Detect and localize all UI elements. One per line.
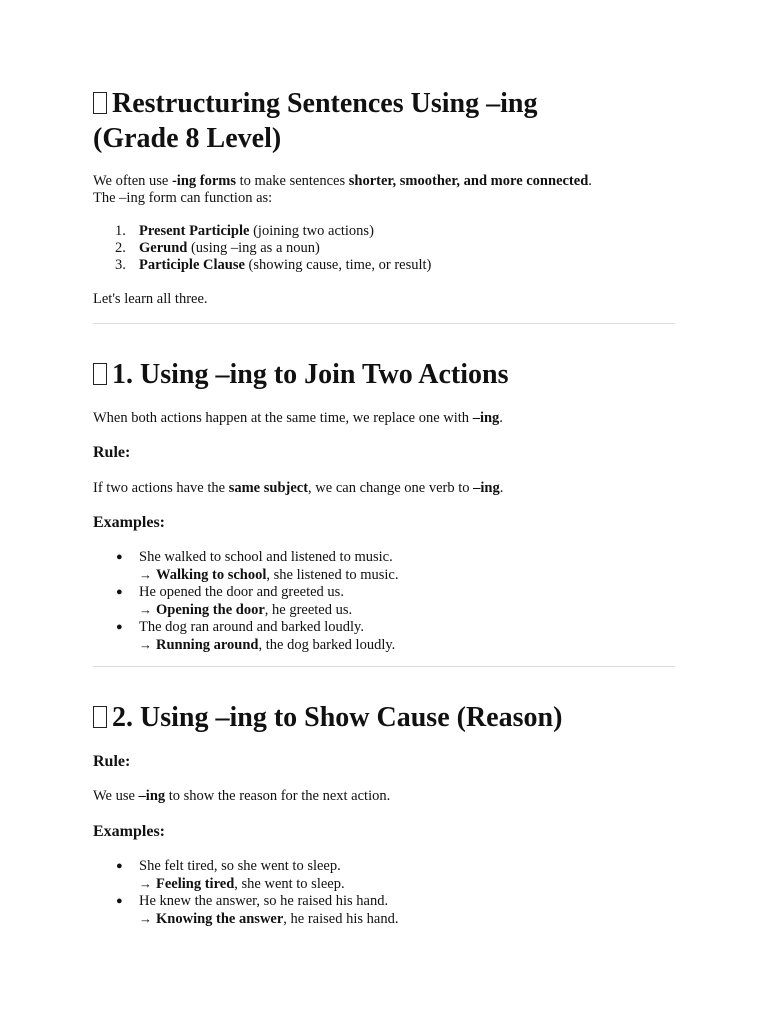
- section-2-rule: We use –ing to show the reason for the next action.: [93, 788, 391, 804]
- list-item: ● She felt tired, so she went to sleep. → Feeling tired, she went to sleep.: [116, 858, 345, 892]
- missing-glyph-icon: [93, 706, 107, 728]
- functions-list: [93, 223, 675, 274]
- missing-glyph-icon: [93, 92, 107, 114]
- list-item: 1. Present Participle (joining two actions): [115, 223, 374, 239]
- examples-label: Examples:: [93, 823, 165, 840]
- intro-paragraph: We often use -ing forms to make sentences shorter, smoother, and more connected. The –ing form can function as:: [93, 173, 592, 206]
- list-item: 2. Gerund (using –ing as a noun): [115, 240, 320, 256]
- divider: [93, 666, 675, 667]
- rule-label: Rule:: [93, 753, 131, 770]
- page-title: Restructuring Sentences Using –ing (Grade 8 Level): [93, 88, 538, 154]
- section-2-heading: 2. Using –ing to Show Cause (Reason): [93, 700, 562, 735]
- list-item: ● He knew the answer, so he raised his hand. → Knowing the answer, he raised his hand.: [116, 893, 399, 927]
- examples-label: Examples:: [93, 514, 165, 531]
- list-item: ● The dog ran around and barked loudly. → Running around, the dog barked loudly.: [116, 619, 396, 653]
- missing-glyph-icon: [93, 363, 107, 385]
- section-1-intro: When both actions happen at the same time, we replace one with –ing.: [93, 410, 503, 426]
- list-item: ● She walked to school and listened to music. → Walking to school, she listened to music.: [116, 549, 399, 583]
- list-item: 3. Participle Clause (showing cause, time, or result): [115, 257, 432, 273]
- section-1-examples: [93, 549, 675, 654]
- section-1-heading: 1. Using –ing to Join Two Actions: [93, 357, 508, 392]
- learn-text: Let's learn all three.: [93, 291, 208, 307]
- rule-label: Rule:: [93, 444, 131, 461]
- list-item: ● He opened the door and greeted us. → Opening the door, he greeted us.: [116, 584, 353, 618]
- section-2-examples: [93, 858, 675, 928]
- divider: [93, 323, 675, 324]
- section-1-rule: If two actions have the same subject, we can change one verb to –ing.: [93, 480, 504, 496]
